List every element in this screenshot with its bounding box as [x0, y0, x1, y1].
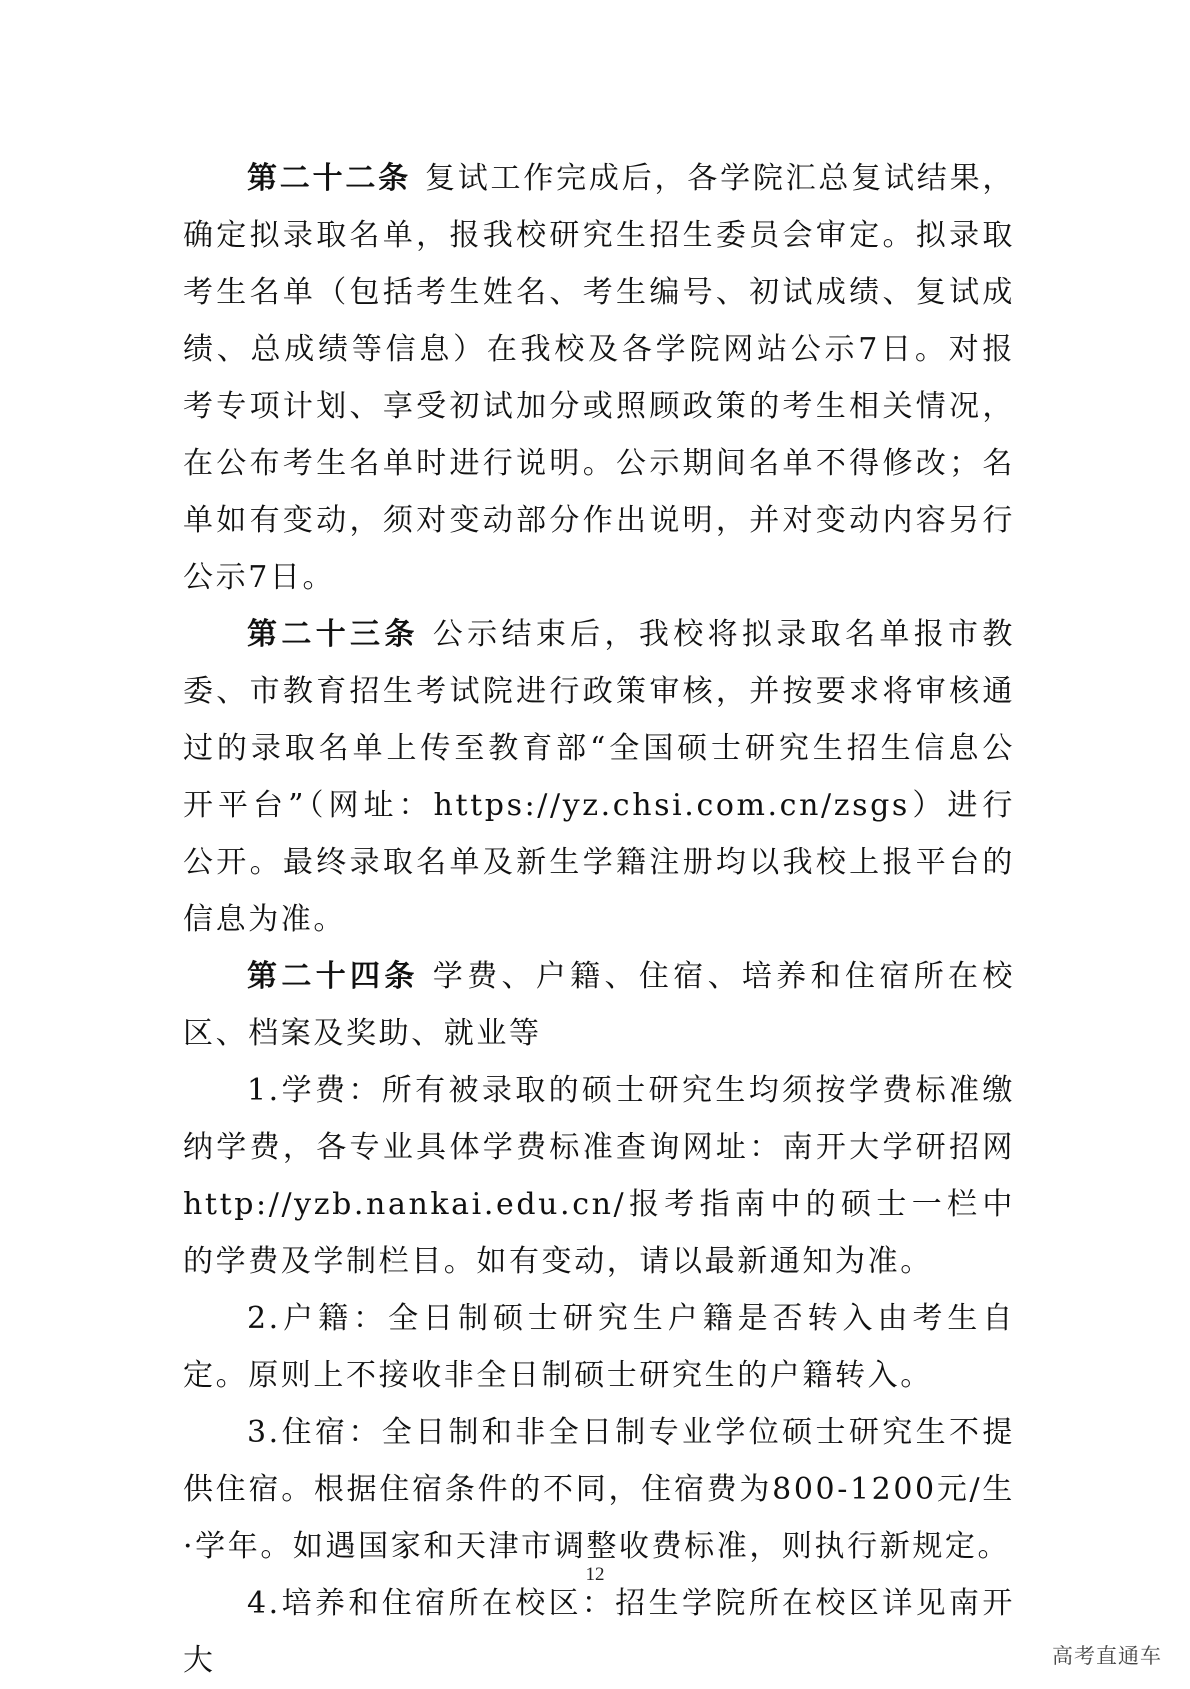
item-campus: 4.培养和住宿所在校区：招生学院所在校区详见南开大 [183, 1586, 1015, 1678]
article-23-text: 公示结束后，我校将拟录取名单报市教委、市教育招生考试院进行政策审核，并按要求将审核通过的录取名单上传至教育部“全国硕士研究生招生信息公开平台”（网址：https://yz.chsi.com.cn/zsgs）进行公开。最终录取名单及新生学籍注册均以我校上报平台的信息为准。 [183, 617, 1016, 937]
item-household-registration: 2.户籍：全日制硕士研究生户籍是否转入由考生自定。原则上不接收非全日制硕士研究生的户籍转入。 [183, 1301, 1015, 1393]
article-22-text: 复试工作完成后，各学院汇总复试结果，确定拟录取名单，报我校研究生招生委员会审定。拟录取考生名单（包括考生姓名、考生编号、初试成绩、复试成绩、总成绩等信息）在我校及各学院网站公示7日。对报考专项计划、享受初试加分或照顾政策的考生相关情况，在公布考生名单时进行说明。公示期间名单不得修改；名单如有变动，须对变动部分作出说明，并对变动内容另行公示7日。 [183, 161, 1015, 595]
article-24 [183, 948, 1015, 1062]
item-tuition: 1.学费：所有被录取的硕士研究生均须按学费标准缴纳学费，各专业具体学费标准查询网址：南开大学研招网http://yzb.nankai.edu.cn/报考指南中的硕士一栏中的学费及学制栏目。如有变动，请以最新通知为准。 [183, 1073, 1015, 1279]
article-22-heading: 第二十二条 [247, 161, 411, 196]
article-23-heading: 第二十三条 [247, 617, 419, 652]
item-accommodation: 3.住宿：全日制和非全日制专业学位硕士研究生不提供住宿。根据住宿条件的不同，住宿费为800-1200元/生·学年。如遇国家和天津市调整收费标准，则执行新规定。 [183, 1415, 1015, 1564]
article-24-heading: 第二十四条 [247, 959, 419, 994]
document-body [183, 150, 1015, 1689]
page-number: 12 [585, 1564, 605, 1585]
article-24-text: 学费、户籍、住宿、培养和住宿所在校区、档案及奖助、就业等 [183, 959, 1016, 1051]
article-23 [183, 606, 1015, 948]
watermark-text: 高考直通车 [1052, 1644, 1162, 1668]
article-22 [183, 150, 1015, 606]
